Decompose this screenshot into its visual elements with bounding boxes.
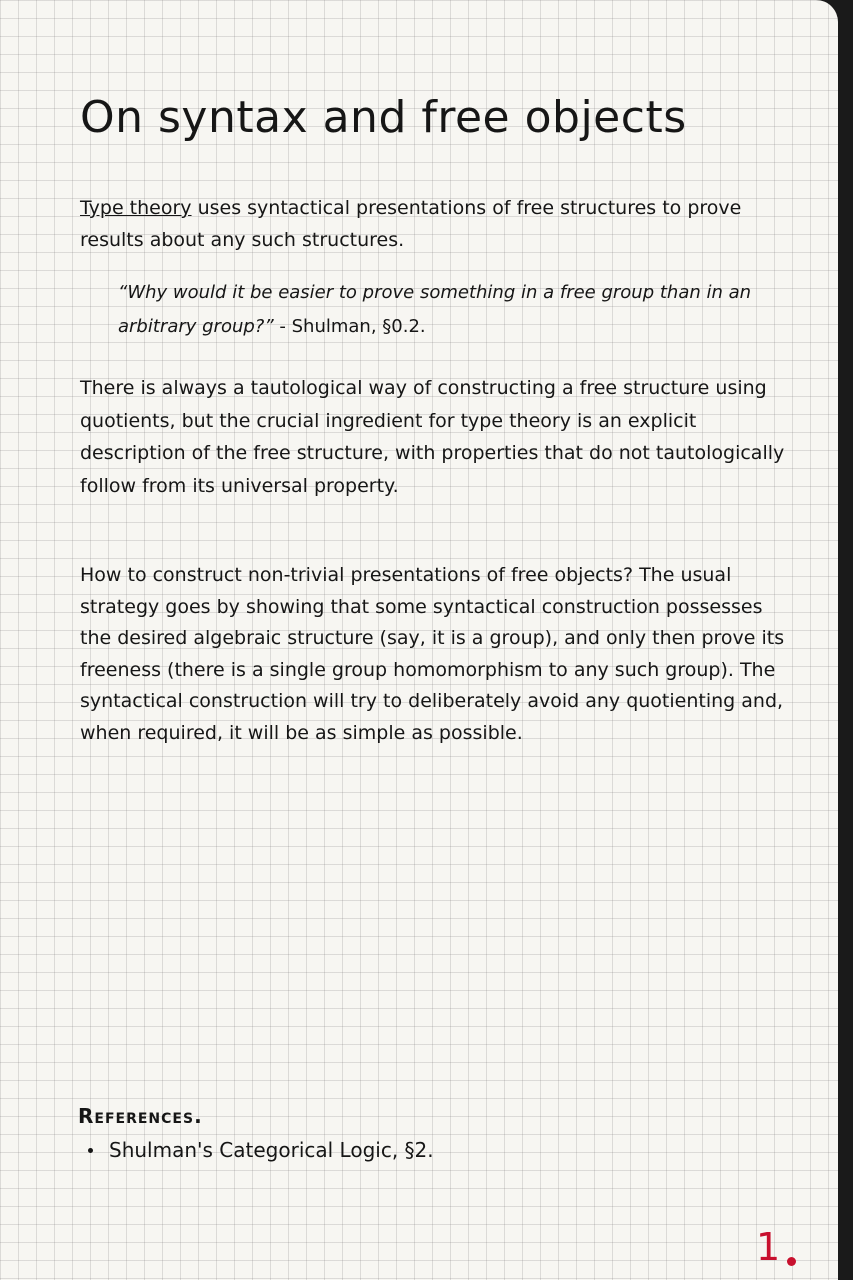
page-number-dot-icon bbox=[787, 1257, 796, 1266]
quote-attribution: - Shulman, §0.2. bbox=[273, 316, 426, 337]
body-paragraph: There is always a tautological way of constructing a free structure using quotients, but the crucial ingredient for type theory is an explicit description of the free structure, with properties that do not tautologically follow from its universal property. bbox=[80, 377, 785, 497]
reference-item bbox=[88, 1138, 434, 1162]
reference-text: Shulman's Categorical Logic, §2. bbox=[109, 1138, 434, 1162]
intro-term: Type theory bbox=[80, 197, 192, 219]
block-quote bbox=[118, 276, 778, 344]
intro-paragraph bbox=[80, 192, 780, 256]
references-list bbox=[88, 1138, 434, 1162]
intro-text: uses syntactical presentations of free structures to prove results about any such structures. bbox=[80, 197, 742, 251]
references-heading: References. bbox=[78, 1104, 203, 1128]
quote-text: “Why would it be easier to prove something in a free group than in an arbitrary group?” bbox=[118, 282, 752, 337]
bullet-icon bbox=[88, 1148, 93, 1153]
body-paragraph: How to construct non-trivial presentations of free objects? The usual strategy goes by showing that some syntactical construction possesses the desired algebraic structure (say, it is a group), and only then prove its freeness (there is a single group homomorphism to any such group). The syntactical construction will try to deliberately avoid any quotienting and, when required, it will be as simple as possible. bbox=[80, 564, 785, 744]
page-title: On syntax and free objects bbox=[80, 92, 687, 143]
page-number: 1 bbox=[756, 1225, 781, 1269]
